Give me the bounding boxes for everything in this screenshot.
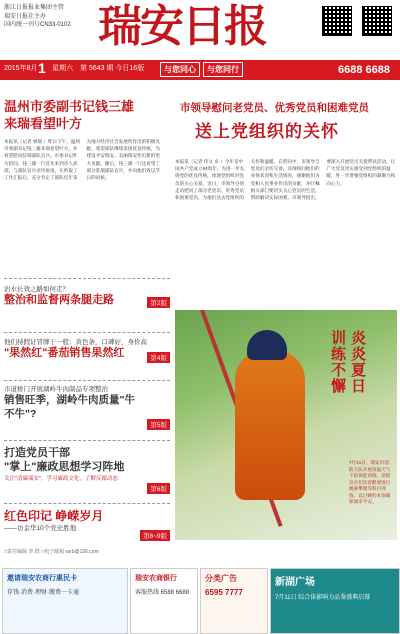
teaser-sub: ——访金华10个党史胜地 (4, 525, 77, 532)
photo-title (327, 330, 367, 394)
ad-banner[interactable] (200, 568, 268, 634)
publisher-line: 瑞安日报社主办 (4, 13, 47, 20)
ad-text: 7月11日 综合体影响力品鉴盛典启幕 (275, 595, 371, 601)
masthead-area (0, 0, 400, 60)
news-teaser[interactable] (4, 509, 170, 539)
ad-banner[interactable] (2, 568, 128, 634)
teaser-kicker: 治水长效之路如何走？ (4, 286, 69, 293)
firefighter-photo (175, 310, 397, 540)
main-headline[interactable]: 送上党组织的关怀 (195, 122, 339, 141)
helmet-icon (247, 330, 287, 360)
news-teaser[interactable] (4, 384, 170, 428)
photo-caption: 7月31日，瑞安市消防大队开展高温天气下的体能训练，消防官兵们冒着酷暑进行绳索攀爬等科目训练，以过硬的本领确保城市平安。 (349, 460, 391, 504)
teaser-title: 整治和监督两条腿走路 (4, 294, 114, 306)
divider (4, 503, 170, 504)
qr-code-icon (322, 6, 352, 36)
slogan-2: 与您同行 (203, 62, 243, 77)
ad-strip (0, 568, 400, 634)
teaser-kicker: 市道桥门开展湖岭牛肉制品专项整治 (4, 386, 108, 393)
teaser-title: 销售旺季，湖岭牛肉质量"牛不牛"? (4, 394, 135, 420)
teaser-sub: 关注"清廉瑞安"，学习廉政文化，了解反腐动态 (4, 476, 118, 482)
news-teaser[interactable] (4, 284, 170, 306)
ad-title: 新湖广场 (275, 577, 315, 588)
ad-title: 邀请瑞安农商行惠民卡 (7, 575, 77, 582)
divider (4, 380, 170, 381)
teaser-title: "果然红"番茄销售果然红 (4, 347, 125, 359)
lead-body: 本报讯（记者 林瑞 ）昨日下午，温州市委副书记钱三雄来瑞看望叶方，并看望慰问驻瑞部队官兵。市委书记叶方陪同。钱三雄一行首先来到市人武部，与部队官兵亲切座谈，在听取了工作汇报后，充分肯定了部队近年来为地方经济社会发展所作出的积极贡献，希望部队继续发扬优良传统，为建设平安瑞安、美丽瑞安作出新的更大贡献。随后，钱三雄一行还看望了部分驻瑞部队官兵，并向他们致以节日的问候。 (4, 139, 161, 181)
ad-title: 瑞安农商银行 (135, 575, 177, 582)
publisher-line: 浙江日报报业集团主管 (4, 5, 65, 11)
page-ref-badge: 第4版 (147, 352, 170, 363)
teaser-kicker: 打造党员干部 (4, 447, 70, 459)
page-ref-badge: 第6版 (147, 483, 170, 494)
divider (4, 278, 170, 279)
photo-title-line: 炎炎夏日 (349, 330, 366, 394)
divider (4, 332, 170, 333)
news-teaser[interactable] (4, 446, 170, 492)
lead-headline-line: 来瑞看望叶方 (4, 116, 83, 131)
editor-credit: □责任编辑 李 群 □电子邮箱 rarb@126.com (4, 549, 99, 555)
publisher-line: 国内统一刊号CN33-0102 (4, 22, 71, 28)
issue-number: 第 5643 期 今日16版 (80, 65, 145, 72)
teaser-kicker: 他们持假证冒牌干一般：黄色条，口碑好，身价高 (4, 339, 147, 346)
ad-text: 6595 7777 (205, 588, 243, 597)
divider (4, 440, 170, 441)
ad-banner[interactable] (130, 568, 198, 634)
page-ref-badge: 第2版 (147, 297, 170, 308)
photo-title-line: 训练不懈 (329, 330, 346, 394)
newspaper-masthead: 瑞安日报 (98, 1, 266, 52)
lead-headline[interactable] (4, 98, 154, 132)
news-teaser[interactable] (4, 337, 170, 361)
ad-text: 客服热线 6588 6688 (135, 590, 190, 596)
publisher-info (4, 4, 94, 30)
firefighter-figure (235, 350, 305, 500)
issue-date: 2015年8月 (4, 65, 38, 72)
hotline-number: 6688 6688 (338, 64, 390, 76)
main-body: 本报讯（记者 伟文 卓 ）今年是中国共产党成立94周年。为进一步弘扬党的优良传统，体现党组织对党员的关心关爱，近日，市领导分别走访慰问了部分老党员、优秀党员和困难党员，为他们送去党组织的关怀和温暖。在慰问中，市领导与党员们亲切交谈，详细询问他们的身体状况和生活情况，感谢他们为党和人民事业作出的贡献，并叮嘱相关部门要切实关心党员的生活，帮助解决实际困难。市领导指出，要深入开展党员关爱帮扶活动，让广大党员切实感受到党组织的温暖，进一步增强党组织的凝聚力和向心力。 (175, 159, 396, 201)
ad-title: 分类广告 (205, 574, 237, 583)
page-ref-badge: 第8~9版 (140, 530, 170, 541)
issue-weekday: 星期六 (52, 65, 73, 72)
page-ref-badge: 第5版 (147, 419, 170, 430)
main-subheadline: 市领导慰问老党员、优秀党员和困难党员 (180, 102, 369, 114)
teaser-title: "掌上"廉政思想学习阵地 (4, 461, 125, 473)
slogan-1: 与您同心 (160, 62, 200, 77)
slogan (160, 62, 246, 77)
issue-day: 1 (38, 60, 46, 76)
lead-headline-line: 温州市委副书记钱三雄 (4, 99, 135, 114)
teaser-title: 红色印记 峥嵘岁月 (4, 509, 104, 523)
ad-banner[interactable] (270, 568, 400, 634)
ad-text: 存钱·消费·理财·缴费一卡通 (7, 590, 79, 596)
date-bar (0, 60, 400, 80)
qr-code-icon (362, 6, 392, 36)
